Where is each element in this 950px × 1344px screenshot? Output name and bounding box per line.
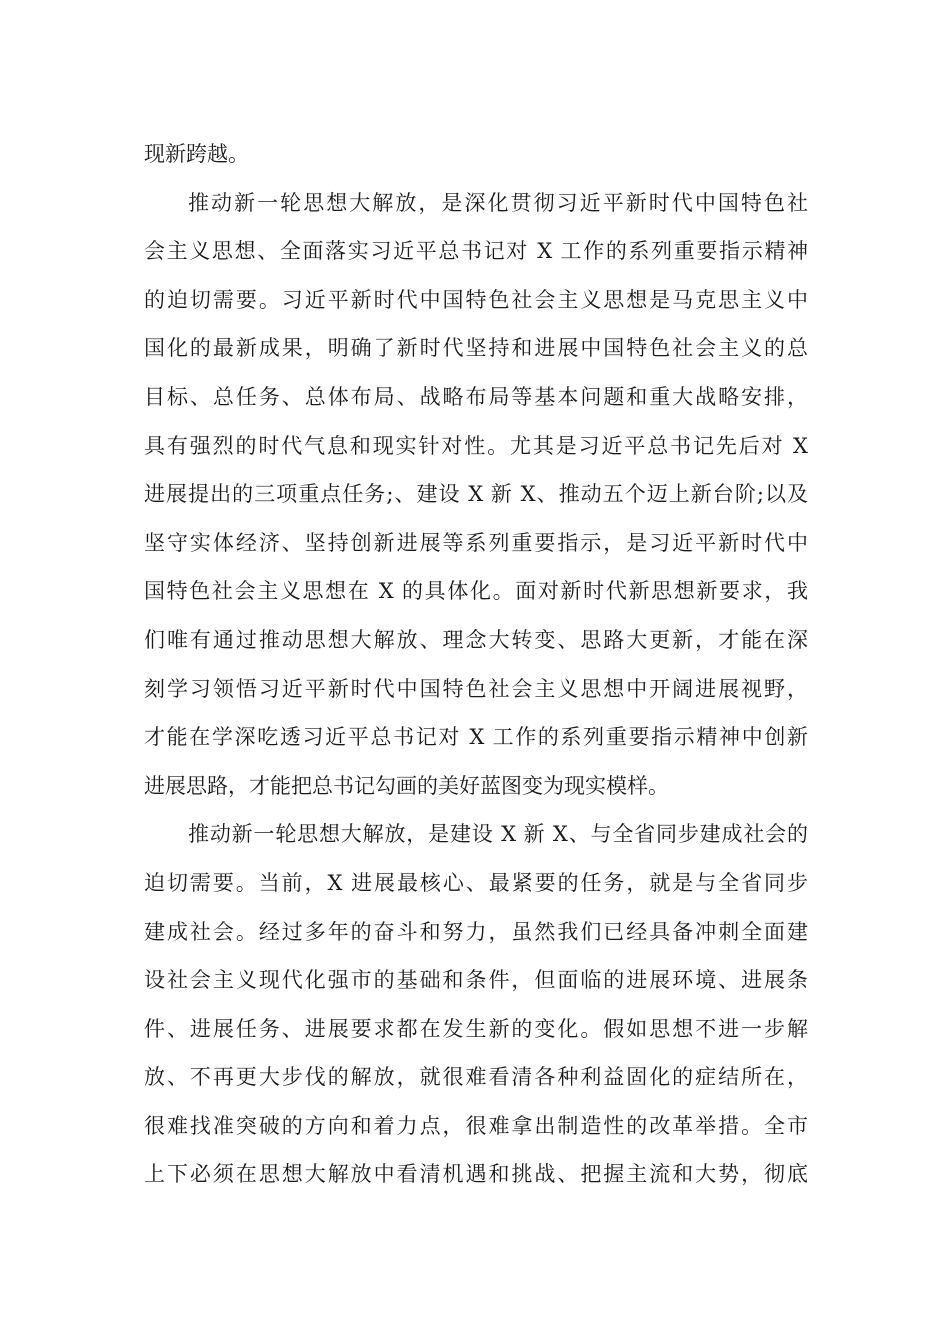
document-body [144,130,808,1199]
text-line: 放、不再更大步伐的解放，就很难看清各种利益固化的症结所在， [144,1065,808,1090]
text-line: 进展提出的三项重点任务;、建设 X 新 X、推动五个迈上新台阶;以及 [144,482,808,507]
text-line: 国特色社会主义思想在 X 的具体化。面对新时代新思想新要求，我 [144,579,808,604]
text-line: 很难找准突破的方向和着力点，很难拿出制造性的改革举措。全市 [144,1113,808,1138]
paragraph-2 [144,810,808,1199]
text-line: 迫切需要。当前，X 进展最核心、最紧要的任务，就是与全省同步 [144,870,808,895]
text-line: 具有强烈的时代气息和现实针对性。尤其是习近平总书记先后对 X [144,433,808,458]
text-line: 上下必须在思想大解放中看清机遇和挑战、把握主流和大势，彻底 [144,1162,808,1187]
text-line: 件、进展任务、进展要求都在发生新的变化。假如思想不进一步解 [144,1016,808,1041]
text-line: 推动新一轮思想大解放，是深化贯彻习近平新时代中国特色社 [188,190,808,215]
text-line: 国化的最新成果，明确了新时代坚持和进展中国特色社会主义的总 [144,336,808,361]
text-line: 设社会主义现代化强市的基础和条件，但面临的进展环境、进展条 [144,968,808,993]
text-line: 才能在学深吃透习近平总书记对 X 工作的系列重要指示精神中创新 [144,725,808,750]
text-line: 建成社会。经过多年的奋斗和努力，虽然我们已经具备冲刺全面建 [144,919,808,944]
paragraph-0 [144,130,808,179]
text-line: 推动新一轮思想大解放，是建设 X 新 X、与全省同步建成社会的 [188,822,808,847]
paragraph-1 [144,179,808,811]
text-line: 们唯有通过推动思想大解放、理念大转变、思路大更新，才能在深 [144,627,808,652]
text-line: 进展思路，才能把总书记勾画的美好蓝图变为现实模样。 [144,773,669,798]
text-line: 坚守实体经济、坚持创新进展等系列重要指示，是习近平新时代中 [144,530,808,555]
text-line: 的迫切需要。习近平新时代中国特色社会主义思想是马克思主义中 [144,287,808,312]
text-line: 刻学习领悟习近平新时代中国特色社会主义思想中开阔进展视野， [144,676,808,701]
text-line: 现新跨越。 [144,142,249,166]
text-line: 目标、总任务、总体布局、战略布局等基本问题和重大战略安排， [144,384,808,409]
text-line: 会主义思想、全面落实习近平总书记对 X 工作的系列重要指示精神 [144,239,808,264]
